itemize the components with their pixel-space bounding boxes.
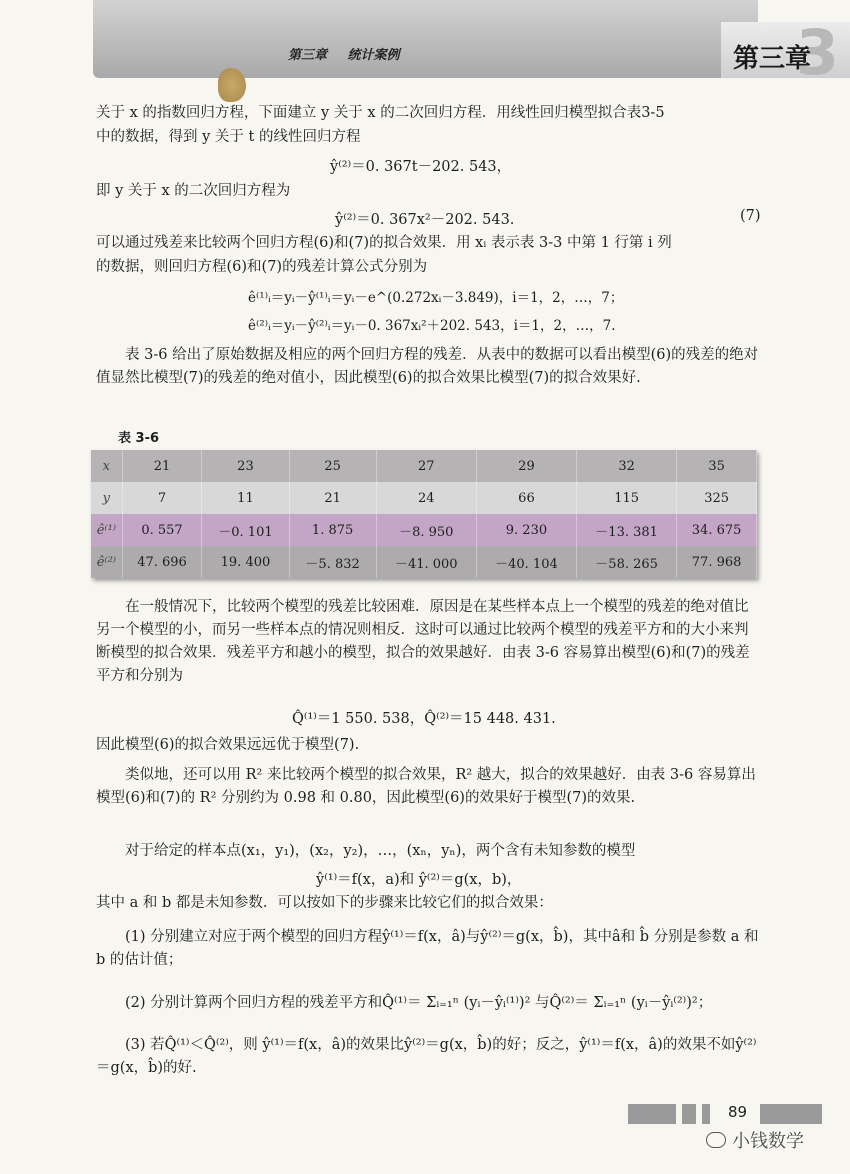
table-cell: 35 [677, 450, 757, 482]
table-cell: －0. 101 [202, 514, 289, 546]
row-header: ê⁽¹⁾ [91, 514, 122, 546]
paragraph-7: 类似地，还可以用 R² 来比较两个模型的拟合效果，R² 越大，拟合的效果越好．由表 3-6 容易算出模型(6)和(7)的 R² 分别约为 0.98 和 0.80，因此模型(6)的效果好于模型(7)的效果. [96, 767, 756, 806]
page-number: 89 [728, 1103, 748, 1121]
chat-icon [706, 1132, 726, 1148]
row-header: ê⁽²⁾ [91, 546, 122, 578]
table-cell: 24 [376, 482, 476, 514]
table-cell: 32 [577, 450, 677, 482]
table-cell: 25 [289, 450, 376, 482]
table-cell: 325 [677, 482, 757, 514]
table-cell: －8. 950 [376, 514, 476, 546]
table-cell: 21 [289, 482, 376, 514]
table-cell: －5. 832 [289, 546, 376, 578]
table-cell: 23 [202, 450, 289, 482]
residual-table [91, 450, 757, 578]
table-cell: 34. 675 [677, 514, 757, 546]
table-cell: 1. 875 [289, 514, 376, 546]
page-header [93, 0, 839, 89]
footer-bar [682, 1104, 696, 1124]
chapter-title: 统计案例 [347, 48, 400, 63]
paragraph-6: 因此模型(6)的拟合效果远远优于模型(7). [96, 737, 360, 753]
footer-bar [760, 1104, 822, 1124]
equation-models: ŷ⁽¹⁾＝f(x，a)和 ŷ⁽²⁾＝g(x，b)， [316, 872, 522, 888]
running-head [288, 44, 416, 63]
table-cell: －41. 000 [376, 546, 476, 578]
paragraph-1a: 关于 x 的指数回归方程，下面建立 y 关于 x 的二次回归方程．用线性回归模型拟合表3-5 [96, 105, 665, 121]
table-cell: －40. 104 [476, 546, 576, 578]
paragraph-5: 在一般情况下，比较两个模型的残差比较困难．原因是在某些样本点上一个模型的残差的绝对值比另一个模型的小，而另一些样本点的情况则相反．这时可以通过比较两个模型的残差平方和的大小来判断模型的拟合效果．残差平方和越小的模型，拟合的效果越好．由表 3-6 容易算出模型(6)和(7)的残差平方和分别为 [96, 599, 750, 684]
table-cell: 11 [202, 482, 289, 514]
table-cell: 47. 696 [122, 546, 202, 578]
equation-residual-1: ê⁽¹⁾ᵢ＝yᵢ－ŷ⁽¹⁾ᵢ＝yᵢ－e^(0.272xᵢ－3.849)，i＝1，2，…，7； [248, 290, 624, 306]
equation-number-7: (7) [740, 208, 761, 224]
table-row-residual-1 [91, 514, 757, 546]
footer-bar [628, 1104, 676, 1124]
paragraph-2: 即 y 关于 x 的二次回归方程为 [96, 183, 291, 199]
table-cell: 27 [376, 450, 476, 482]
paragraph-9: 其中 a 和 b 都是未知参数．可以按如下的步骤来比较它们的拟合效果： [96, 895, 553, 911]
table-cell: 66 [476, 482, 576, 514]
equation-quadratic: ŷ⁽²⁾＝0. 367x²－202. 543. [335, 212, 515, 228]
page-smudge [218, 68, 246, 102]
footer-bar [702, 1104, 710, 1124]
step-3: (3) 若Q̂⁽¹⁾＜Q̂⁽²⁾，则 ŷ⁽¹⁾＝f(x，â)的效果比ŷ⁽²⁾＝g(x，b̂)的好；反之，ŷ⁽¹⁾＝f(x，â)的效果不如ŷ⁽²⁾＝g(x，b̂)的好. [96, 1037, 757, 1076]
table-cell: 19. 400 [202, 546, 289, 578]
chapter-tab-number: 3 [795, 16, 839, 89]
equation-linear: ŷ⁽²⁾＝0. 367t－202. 543， [330, 159, 512, 175]
paragraph-3a: 可以通过残差来比较两个回归方程(6)和(7)的拟合效果．用 xᵢ 表示表 3-3 中第 1 行第 i 列 [96, 235, 672, 251]
table-caption: 表 3-6 [118, 431, 160, 446]
equation-residual-2: ê⁽²⁾ᵢ＝yᵢ－ŷ⁽²⁾ᵢ＝yᵢ－0. 367xᵢ²＋202. 543，i＝1，2，…，7. [248, 318, 616, 334]
table-cell: －13. 381 [577, 514, 677, 546]
table-cell: 29 [476, 450, 576, 482]
table-cell: 7 [122, 482, 202, 514]
table-cell: 77. 968 [677, 546, 757, 578]
table-row-y [91, 482, 757, 514]
table-cell: 21 [122, 450, 202, 482]
table-row-x [91, 450, 757, 482]
table-cell: －58. 265 [577, 546, 677, 578]
watermark [706, 1127, 804, 1153]
table-cell: 9. 230 [476, 514, 576, 546]
table-cell: 0. 557 [122, 514, 202, 546]
table-cell: 115 [577, 482, 677, 514]
row-header: y [91, 482, 122, 514]
paragraph-1b: 中的数据，得到 y 关于 t 的线性回归方程 [96, 129, 361, 145]
chapter-label: 第三章 [288, 48, 328, 63]
row-header: x [91, 450, 122, 482]
watermark-text: 小钱数学 [732, 1131, 804, 1152]
equation-rss: Q̂⁽¹⁾＝1 550. 538，Q̂⁽²⁾＝15 448. 431. [292, 711, 556, 727]
chapter-tab-text: 第三章 [733, 44, 812, 74]
paragraph-3b: 的数据，则回归方程(6)和(7)的残差计算公式分别为 [96, 259, 428, 275]
step-2: (2) 分别计算两个回归方程的残差平方和Q̂⁽¹⁾＝ Σᵢ₌₁ⁿ (yᵢ－ŷᵢ⁽¹⁾)² 与Q̂⁽²⁾＝ Σᵢ₌₁ⁿ (yᵢ－ŷᵢ⁽²⁾)²； [125, 995, 713, 1011]
table-row-residual-2 [91, 546, 757, 578]
paragraph-8: 对于给定的样本点(x₁，y₁)，(x₂，y₂)，…，(xₙ，yₙ)，两个含有未知参数的模型 [125, 843, 636, 859]
step-1: (1) 分别建立对应于两个模型的回归方程ŷ⁽¹⁾＝f(x，â)与ŷ⁽²⁾＝g(x，b̂)，其中â和 b̂ 分别是参数 a 和 b 的估计值； [96, 929, 759, 968]
paragraph-4: 表 3-6 给出了原始数据及相应的两个回归方程的残差．从表中的数据可以看出模型(6)的残差的绝对值显然比模型(7)的残差的绝对值小，因此模型(6)的拟合效果比模型(7)的拟合效果好. [96, 347, 759, 386]
chapter-tab [721, 16, 850, 89]
